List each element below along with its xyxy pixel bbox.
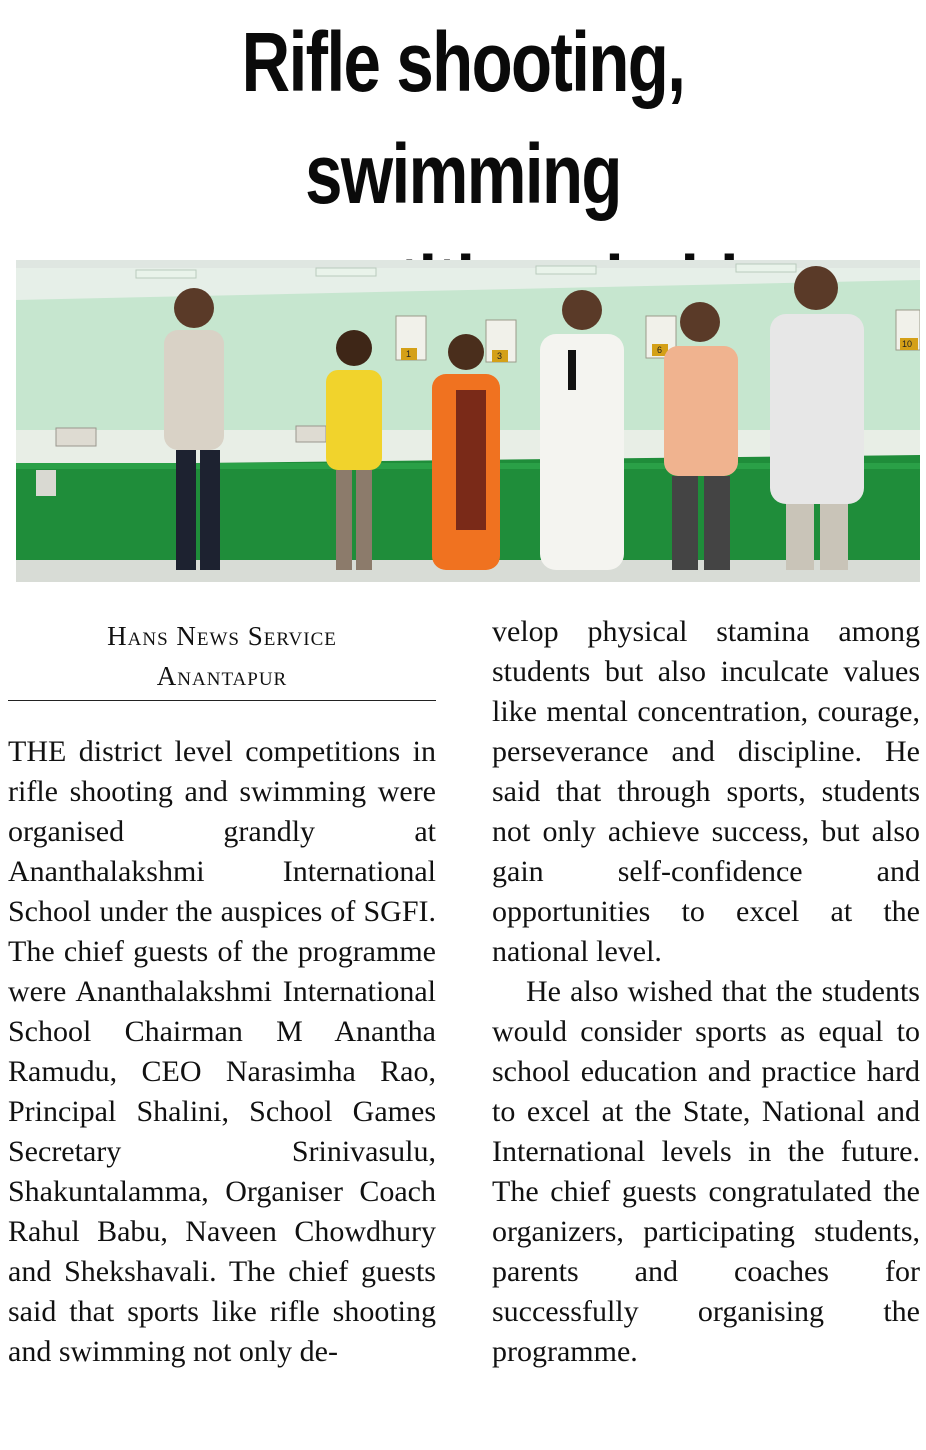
article-column-right (492, 612, 920, 1372)
article-paragraph-3: He also wished that the students would consider sports as equal to school education and practice hard to excel at the State, National and International levels in the future. The chief guests congratulated the organizers, participating students, parents and coaches for successfully organising the programme. (492, 975, 920, 1368)
byline-service: Hans News Service (107, 621, 337, 651)
lane-number: 1 (406, 349, 412, 359)
lane-number: 10 (902, 339, 913, 349)
article-column-left (8, 732, 436, 1372)
news-photo (16, 260, 920, 582)
byline-divider (8, 700, 436, 701)
article-paragraph-2: velop physical stamina among students but also inculcate values like mental concentration, courage, perseverance and discipline. He said that through sports, students not only achieve success, but also gain self-confidence and opportunities to excel at the national level. (492, 615, 920, 968)
byline (8, 616, 436, 696)
headline-line-1: Rifle shooting, swimming (241, 15, 685, 221)
lane-number: 6 (657, 345, 663, 355)
photo-shooting-range-group (16, 260, 920, 582)
byline-place: Anantapur (156, 661, 288, 691)
lane-number: 3 (497, 351, 503, 361)
article-paragraph-1: THE district level competitions in rifle shooting and swimming were organised grandly at Ananthalakshmi International School under the auspices of SGFI. The chief guests of the programme were Ananthalakshmi International School Chairman M Anantha Ramudu, CEO Narasimha Rao, Principal Shalini, School Games Secretary Srinivasulu, Shakuntalamma, Organiser Coach Rahul Babu, Naveen Chowdhury and Shekshavali. The chief guests said that sports like rifle shooting and swimming not only de- (8, 735, 436, 1368)
